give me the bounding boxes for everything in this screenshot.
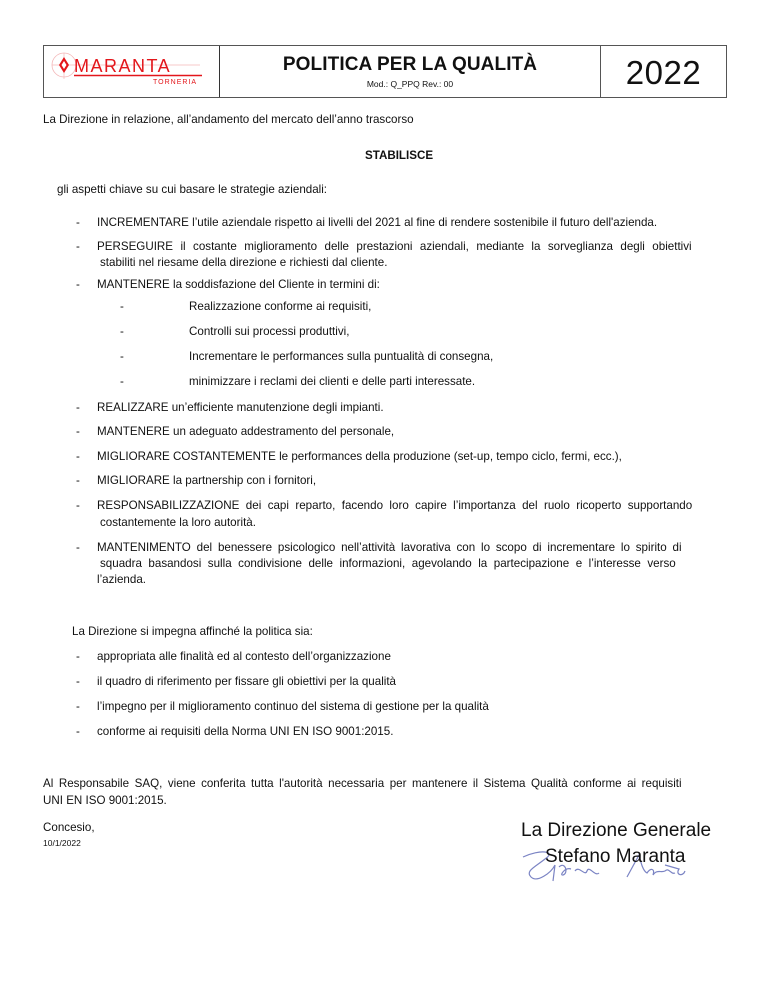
- key-point-keyword: MANTENERE: [97, 278, 170, 291]
- key-point-text: [97, 278, 380, 291]
- authority-text-cont: UNI EN ISO 9001:2015.: [43, 794, 167, 807]
- key-point-body: un’efficiente manutenzione degli impianti.: [168, 401, 384, 414]
- key-point-body: le performances della produzione (set-up, tempo ciclo, fermi, ecc.),: [275, 450, 622, 463]
- date: 10/1/2022: [43, 838, 81, 848]
- logo-brand: MARANTA: [74, 56, 172, 76]
- commitment-item: appropriata alle finalità ed al contesto dell’organizzazione: [97, 650, 391, 663]
- key-point-keyword: MANTENIMENTO: [97, 541, 191, 554]
- commitment-lead: La Direzione si impegna affinché la politica sia:: [72, 625, 313, 638]
- key-point-text: [97, 474, 316, 487]
- key-point-keyword: MANTENERE: [97, 425, 170, 438]
- bullet-dash: -: [76, 216, 80, 229]
- module-reference: Mod.: Q_PPQ Rev.: 00: [366, 79, 454, 89]
- logo-cell: [44, 46, 220, 97]
- key-point-keyword: PERSEGUIRE: [97, 240, 174, 253]
- bullet-dash: -: [76, 278, 80, 291]
- key-point-continuation: costantemente la loro autorità.: [100, 516, 256, 529]
- key-point-text: [97, 216, 657, 229]
- key-point-keyword: RESPONSABILIZZAZIONE: [97, 499, 240, 512]
- client-point: minimizzare i reclami dei clienti e delle parti interessate.: [189, 375, 476, 388]
- bullet-dash: -: [76, 401, 80, 414]
- title-cell: [220, 46, 601, 97]
- key-point-continuation: stabiliti nel riesame della direzione e richiesti dal cliente.: [100, 256, 388, 269]
- bullet-dash: -: [76, 425, 80, 438]
- key-point-continuation: squadra basandosi sulla condivisione delle informazioni, agevolando la partecipazione e l’interesse verso: [100, 557, 676, 570]
- commitment-item: il quadro di riferimento per fissare gli obiettivi per la qualità: [97, 675, 397, 688]
- key-point-body: l’utile aziendale rispetto ai livelli del 2021 al fine di rendere sostenibile il futuro dell'azienda.: [188, 216, 658, 229]
- bullet-dash: -: [76, 474, 80, 487]
- document-year: 2022: [625, 54, 702, 91]
- commitment-item: l’impegno per il miglioramento continuo del sistema di gestione per la qualità: [97, 700, 489, 713]
- key-point-body: il costante miglioramento delle prestazioni aziendali, mediante la sorveglianza degli obiettivi: [173, 240, 692, 253]
- key-point-body: dei capi reparto, facendo loro capire l’importanza del ruolo ricoperto supportando: [239, 499, 693, 512]
- key-point-body: la soddisfazione del Cliente in termini di:: [169, 278, 380, 291]
- document-title: POLITICA PER LA QUALITÀ: [282, 54, 538, 75]
- bullet-dash: -: [76, 541, 80, 554]
- bullet-dash: -: [76, 700, 80, 713]
- commitment-item: conforme ai requisiti della Norma UNI EN ISO 9001:2015.: [97, 725, 394, 738]
- year-cell: [601, 46, 726, 97]
- authority-text: Al Responsabile SAQ, viene conferita tutta l'autorità necessaria per mantenere il Sistema Qualità conforme ai requisiti: [43, 777, 682, 790]
- intro-text: La Direzione in relazione, all’andamento del mercato dell’anno trascorso: [43, 113, 414, 126]
- key-point-keyword: MIGLIORARE: [97, 474, 170, 487]
- bullet-dash: -: [76, 675, 80, 688]
- sub-bullet-dash: -: [120, 350, 124, 363]
- bullet-dash: -: [76, 240, 80, 253]
- key-point-text: [97, 499, 722, 512]
- key-point-continuation: l’azienda.: [97, 573, 146, 586]
- key-point-text: [97, 541, 722, 554]
- key-point-keyword: REALIZZARE: [97, 401, 169, 414]
- bullet-dash: -: [76, 450, 80, 463]
- place: Concesio,: [43, 821, 95, 834]
- key-point-body: del benessere psicologico nell’attività lavorativa con lo scopo di incrementare lo spirito di: [190, 541, 682, 554]
- bullet-dash: -: [76, 499, 80, 512]
- stabilisce-heading: STABILISCE: [365, 149, 434, 162]
- key-point-text: [97, 240, 722, 253]
- client-point: Incrementare le performances sulla puntualità di consegna,: [189, 350, 494, 363]
- signature-name: Stefano Maranta: [545, 846, 686, 867]
- signature-title: La Direzione Generale: [521, 820, 712, 841]
- bullet-dash: -: [76, 725, 80, 738]
- sub-bullet-dash: -: [120, 300, 124, 313]
- client-point: Realizzazione conforme ai requisiti,: [189, 300, 372, 313]
- sub-bullet-dash: -: [120, 375, 124, 388]
- client-point: Controlli sui processi produttivi,: [189, 325, 350, 338]
- logo-sub: TORNERIA: [153, 79, 198, 86]
- key-point-keyword: MIGLIORARE COSTANTEMENTE: [97, 450, 276, 463]
- key-point-text: [97, 450, 622, 463]
- lead-text: gli aspetti chiave su cui basare le strategie aziendali:: [57, 183, 328, 196]
- header-table: [43, 45, 727, 98]
- key-point-body: un adeguato addestramento del personale,: [169, 425, 395, 438]
- key-point-text: [97, 401, 384, 414]
- key-point-keyword: INCREMENTARE: [97, 216, 189, 229]
- key-point-text: [97, 425, 394, 438]
- maranta-logo: [50, 51, 210, 91]
- key-point-body: la partnership con i fornitori,: [169, 474, 317, 487]
- sub-bullet-dash: -: [120, 325, 124, 338]
- bullet-dash: -: [76, 650, 80, 663]
